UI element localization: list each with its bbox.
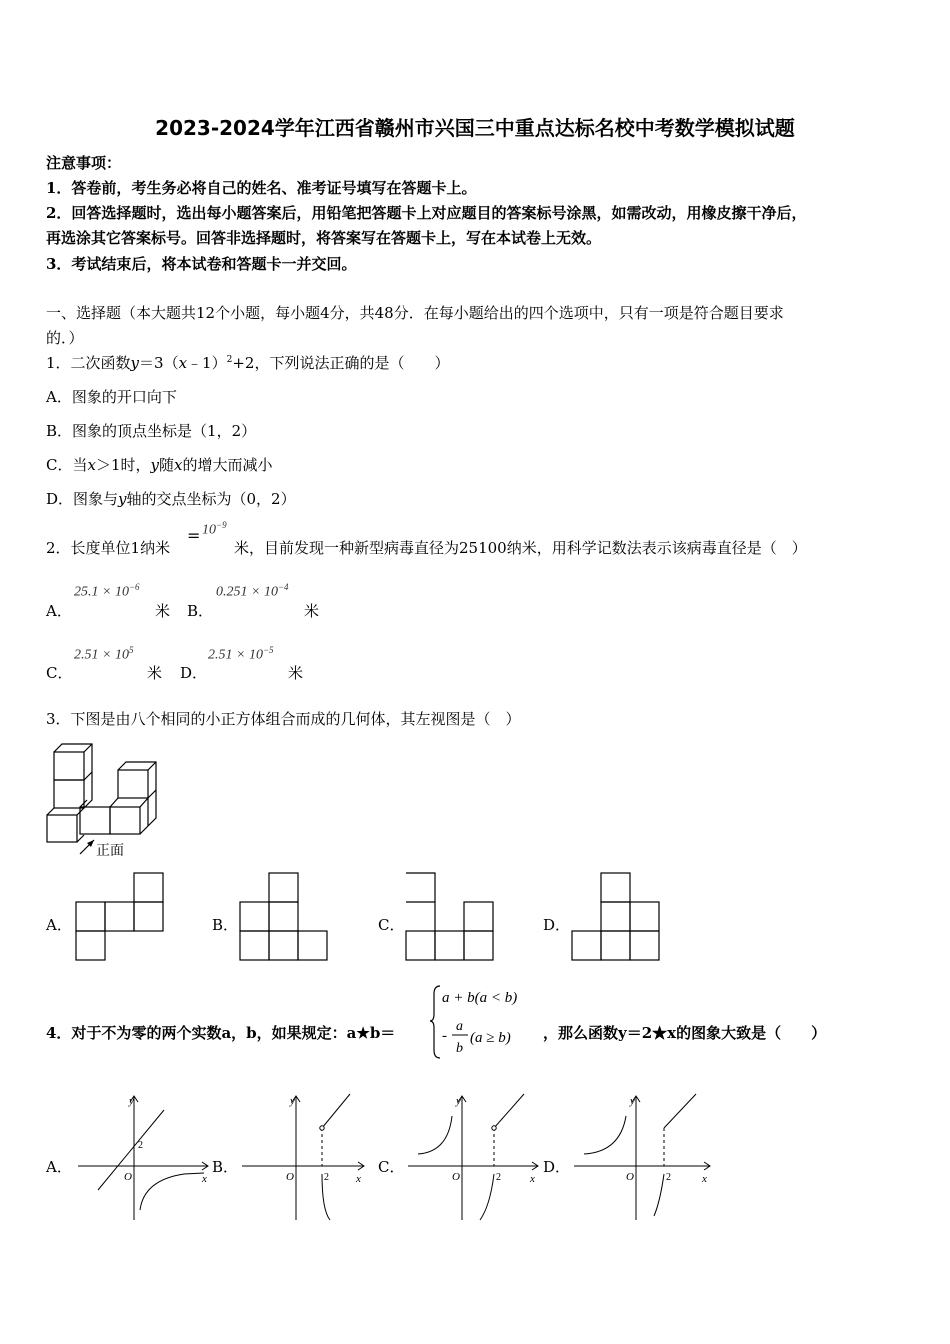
q4-option-b-graph[interactable]: [238, 1090, 370, 1224]
q2-option-d-value: $2.51 \times 10^{-5}$: [208, 645, 274, 663]
q4-case2-num: a: [456, 1019, 463, 1034]
q2-option-c-label[interactable]: C．: [46, 664, 73, 682]
q4-piecewise-definition: [430, 980, 540, 1064]
q2-option-a-value: $25.1 \times 10^{-6}$: [74, 582, 140, 600]
svg-text:y: y: [129, 1095, 134, 1107]
svg-text:2: 2: [666, 1172, 671, 1183]
q2-stem-post: 米，目前发现一种新型病毒直径为25100纳米，用科学记数法表示该病毒直径是（ ）: [234, 539, 807, 557]
q2-option-d-unit: 米: [288, 664, 304, 682]
page-title: 2023-2024学年江西省赣州市兴国三中重点达标名校中考数学模拟试题: [155, 116, 795, 140]
svg-text:x: x: [702, 1173, 707, 1185]
q3-option-c-label[interactable]: C．: [378, 916, 405, 934]
q1-option-a[interactable]: A．图象的开口向下: [46, 388, 177, 406]
q3-option-a-figure[interactable]: [74, 872, 166, 962]
notice-item: 1．答卷前，考生务必将自己的姓名、准考证号填写在答题卡上。: [46, 179, 477, 197]
q3-option-d-label[interactable]: D．: [543, 916, 571, 934]
svg-text:x: x: [530, 1173, 535, 1185]
svg-text:2: 2: [138, 1140, 143, 1151]
svg-text:O: O: [286, 1171, 294, 1183]
q4-stem-pre: 4．对于不为零的两个实数a，b，如果规定：a★b＝: [46, 1024, 396, 1042]
notice-item: 再选涂其它答案标号。回答非选择题时，将答案写在答题卡上，写在本试卷上无效。: [46, 229, 602, 247]
q2-option-d-label[interactable]: D．: [180, 664, 208, 682]
q4-option-b-label[interactable]: B．: [212, 1158, 239, 1176]
q2-option-a-label[interactable]: A．: [46, 602, 72, 620]
q4-option-c-graph[interactable]: [404, 1090, 544, 1224]
svg-text:y: y: [630, 1095, 635, 1107]
q1-stem: 1．二次函数y＝3（x﹣1）$^2$+2，下列说法正确的是（ ）: [46, 354, 450, 372]
section-header: 一、选择题（本大题共12个小题，每小题4分，共48分．在每小题给出的四个选项中，只有一项是符合题目要求: [46, 304, 784, 322]
q4-case1: a + b(a < b): [442, 990, 518, 1006]
q2-nanometer-value: $10^{-9}$: [202, 520, 227, 538]
q2-stem-pre: 2．长度单位1纳米: [46, 539, 171, 557]
section-header-cont: 的．）: [46, 329, 84, 347]
q4-case2-neg: -: [442, 1028, 447, 1044]
q4-option-a-graph[interactable]: [74, 1090, 214, 1224]
q4-case2-den: b: [456, 1041, 463, 1056]
q2-option-c-unit: 米: [147, 664, 163, 682]
q3-option-d-figure[interactable]: [570, 872, 662, 962]
q3-front-label: 正面: [96, 843, 124, 859]
svg-text:2: 2: [324, 1172, 329, 1183]
q2-equals: =: [187, 526, 201, 545]
svg-text:x: x: [202, 1173, 207, 1185]
svg-text:y: y: [456, 1095, 461, 1107]
q3-option-c-figure[interactable]: [404, 872, 496, 962]
q4-stem-post: ，那么函数y＝2★x的图象大致是（ ）: [543, 1024, 827, 1042]
notice-item: 3．考试结束后，将本试卷和答题卡一并交回。: [46, 255, 357, 273]
q4-option-a-label[interactable]: A．: [46, 1158, 72, 1176]
q2-option-b-unit: 米: [304, 602, 320, 620]
q3-option-b-figure[interactable]: [238, 872, 330, 962]
q2-option-c-value: $2.51 \times 10^5$: [74, 645, 134, 663]
q1-option-c[interactable]: C．当x＞1时，y随x的增大而减小: [46, 456, 273, 474]
q2-option-b-value: $0.251 \times 10^{-4}$: [216, 582, 289, 600]
q3-option-b-label[interactable]: B．: [212, 916, 239, 934]
q4-option-d-graph[interactable]: [570, 1090, 716, 1224]
svg-text:O: O: [124, 1171, 132, 1183]
q4-case2-cond: (a ≥ b): [470, 1030, 511, 1046]
svg-text:2: 2: [496, 1172, 501, 1183]
q1-option-b[interactable]: B．图象的顶点坐标是（1，2）: [46, 422, 257, 440]
q3-stem: 3．下图是由八个相同的小正方体组合而成的几何体，其左视图是（ ）: [46, 710, 521, 728]
svg-text:O: O: [626, 1171, 634, 1183]
svg-text:x: x: [356, 1173, 361, 1185]
svg-text:O: O: [452, 1171, 460, 1183]
q2-option-b-label[interactable]: B．: [187, 602, 214, 620]
svg-text:y: y: [290, 1095, 295, 1107]
notice-item: 2．回答选择题时，选出每小题答案后，用铅笔把答题卡上对应题目的答案标号涂黑，如需改动，用橡皮擦干净后，: [46, 204, 807, 222]
brace-icon: [430, 986, 440, 1058]
notice-heading: 注意事项：: [46, 154, 122, 172]
q2-option-a-unit: 米: [155, 602, 171, 620]
q3-option-a-label[interactable]: A．: [46, 916, 72, 934]
q1-option-d[interactable]: D．图象与y轴的交点坐标为（0，2）: [46, 490, 296, 508]
q4-option-d-label[interactable]: D．: [543, 1158, 571, 1176]
q4-option-c-label[interactable]: C．: [378, 1158, 405, 1176]
